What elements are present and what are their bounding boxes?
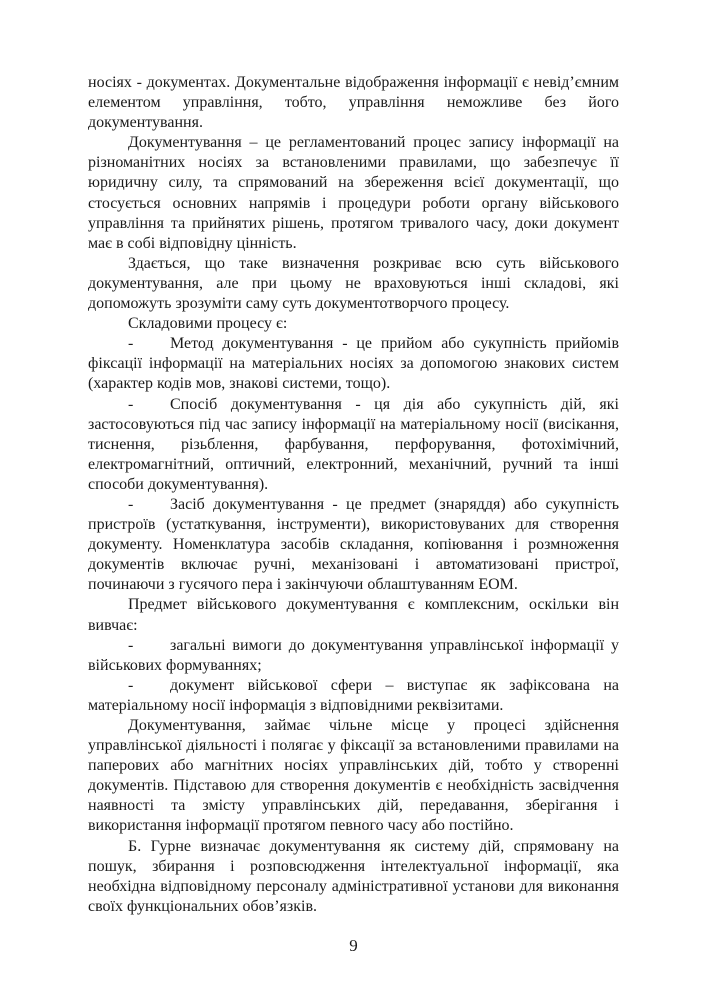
paragraph-commentary: Здається, що таке визначення розкриває всю суть військового документування, але при цьому не враховуються інші складові, які допоможуть зрозуміти саму суть документотворчого процесу. (88, 254, 619, 313)
list-item-text: загальні вимоги до документування управлінської інформації у військових формуваннях; (88, 636, 619, 674)
list-item-text: Засіб документування - це предмет (знаряддя) або сукупність пристроїв (устаткування, інструменти), використовуваних для створення документу. Номенклатура засобів складання, копіювання і розмноження документів включає ручні, механізовані і автоматизовані пристрої, починаючи з гусячого пера і закінчуючи облаштуванням ЕОМ. (88, 495, 619, 594)
list-item-means (88, 495, 619, 595)
list-item-way (88, 395, 619, 495)
dash-bullet: - (128, 335, 134, 353)
page-number: 9 (349, 936, 358, 955)
paragraph-gurne: Б. Гурне визначає документування як систему дій, спрямовану на пошук, збирання і розповсюдження інтелектуальної інформації, яка необхідна відповідному персоналу адміністративної установи для виконання своїх функціональних обов’язків. (88, 837, 619, 915)
dash-bullet: - (128, 395, 134, 413)
list-item-requirements (88, 636, 619, 676)
list-item-text: Спосіб документування - ця дія або сукупність дій, які застосовуються під час запису інформації на матеріальному носії (висікання, тиснення, різьблення, фарбування, перфорування, фотохімічний, електромагнітний, оптичний, електронний, механічний, ручний та інші способи документування). (88, 395, 619, 493)
paragraph-definition: Документування – це регламентований процес запису інформації на різноманітних носіях за встановленими правилами, що забезпечує її юридичну силу, та спрямований на збереження всієї документації, що стосується основних напрямів і процедури роботи органу військового управління та прийнятих рішень, протягом тривалого часу, доки документ має в собі відповідну цінність. (88, 134, 619, 252)
paragraph-role: Документування, займає чільне місце у процесі здійснення управлінської діяльності і полягає у фіксації за встановленими правилами на паперових або магнітних носіях управлінських дій, тобто у створенні документів. Підставою для створення документів є необхідність засвідчення наявності та змісту управлінських дій, передавання, зберігання і використання інформації протягом певного часу або постійно. (88, 717, 619, 835)
list-item-text: документ військової сфери – виступає як зафіксована на матеріальному носії інформація з відповідними реквізитами. (88, 676, 619, 714)
paragraph-components-intro: Складовими процесу є: (128, 315, 288, 333)
list-item-method (88, 334, 619, 394)
list-item-military-document (88, 676, 619, 716)
dash-bullet: - (128, 676, 134, 694)
paragraph-subject: Предмет військового документування є комплексним, оскільки він вивчає: (88, 596, 619, 634)
page-body (88, 73, 619, 917)
dash-bullet: - (128, 495, 134, 513)
list-item-text: Метод документування - це прийом або сукупність прийомів фіксації інформації на матеріальних носіях за допомогою знакових систем (характер кодів мов, знакові системи, тощо). (88, 335, 619, 393)
paragraph-continuation: носіях - документах. Документальне відображення інформації є невід’ємним елементом управління, тобто, управління неможливе без його документування. (88, 74, 619, 132)
dash-bullet: - (128, 636, 134, 654)
